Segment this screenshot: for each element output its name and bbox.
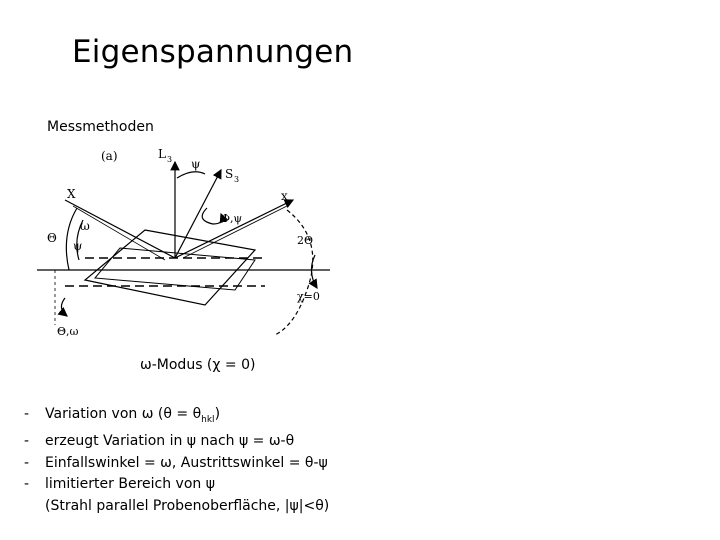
label-X: X xyxy=(67,187,76,201)
caption-omega: ω xyxy=(140,357,152,373)
psi-arc-top xyxy=(177,172,205,178)
bullet-item xyxy=(24,431,329,453)
bullet-text: Variation von ω $(\theta = \theta_{hkl})$ xyxy=(45,406,221,425)
bullet-list xyxy=(24,404,329,517)
caption-text: -Modus (χ = 0) xyxy=(151,357,256,373)
label-panel: (a) xyxy=(101,149,118,163)
slide-title: Eigenspannungen xyxy=(72,34,354,70)
phi-rotation-arrow xyxy=(202,208,222,224)
label-phi-psi: Φ,ψ xyxy=(221,212,243,225)
axis-s3 xyxy=(175,170,221,258)
bullet-text: limitierter Bereich von ψ xyxy=(45,476,215,493)
label-chi-zero: χ=0 xyxy=(297,290,320,303)
bullet-item xyxy=(24,404,329,431)
bullet-text: Einfallswinkel = ω, Austrittswinkel = θ-ψ xyxy=(45,454,328,471)
diffraction-geometry-figure xyxy=(25,140,355,355)
label-s3: S xyxy=(225,167,234,181)
label-omega: ω xyxy=(80,219,90,233)
bullet-dash: - xyxy=(24,406,30,422)
bullet-item xyxy=(24,474,329,496)
figure-caption xyxy=(140,357,255,373)
label-two-theta: 2Θ xyxy=(297,234,314,247)
sample-plane xyxy=(85,230,255,305)
diffracted-beam xyxy=(175,200,293,258)
label-psi-left: ψ xyxy=(73,239,83,253)
bullet-item xyxy=(24,453,329,475)
bullet-dash xyxy=(24,496,45,518)
label-l3: L xyxy=(158,147,166,161)
label-psi-top: ψ xyxy=(191,157,201,171)
label-l3-sub: 3 xyxy=(167,155,173,164)
bullet-dash: - xyxy=(24,476,30,493)
bullet-dash: - xyxy=(24,433,30,450)
label-s3-sub: 3 xyxy=(234,175,240,184)
label-theta-omega: Θ,ω xyxy=(57,325,79,338)
bullet-text: erzeugt Variation in ψ nach ψ = ω-θ xyxy=(45,433,295,450)
bullet-text: (Strahl parallel Probenoberfläche, |ψ|<θ) xyxy=(45,497,330,514)
two-theta-arc xyxy=(275,210,313,335)
slide-subtitle: Messmethoden xyxy=(47,119,154,135)
bullet-dash: - xyxy=(24,454,30,471)
bullet-item-continuation xyxy=(24,496,329,518)
label-x: x xyxy=(281,189,288,203)
label-theta: Θ xyxy=(47,231,57,245)
theta-omega-rotation-arrow xyxy=(61,298,67,316)
